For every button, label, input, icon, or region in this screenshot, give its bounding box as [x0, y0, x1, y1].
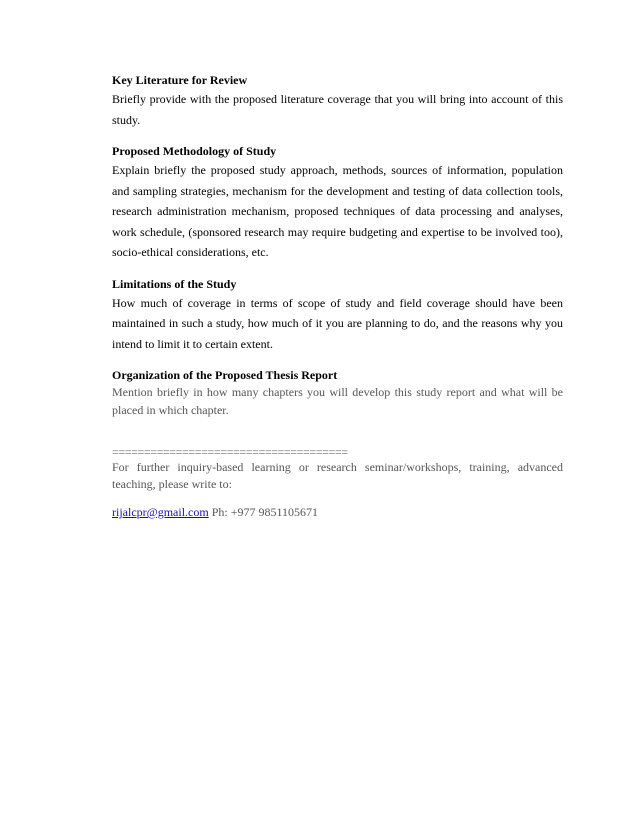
section-body: Briefly provide with the proposed literature coverage that you will bring into account of this study.	[112, 92, 563, 127]
inquiry-text: For further inquiry-based learning or research seminar/workshops, training, advanced teaching, please write to:	[112, 460, 563, 491]
email-link[interactable]: rijalcpr@gmail.com	[112, 505, 209, 519]
contact-line	[112, 504, 563, 521]
section-body: Explain briefly the proposed study approach, methods, sources of information, population and sampling strategies, mechanism for the development and testing of data collection tools, research administration mechanism, proposed techniques of data processing and analyses, work schedule, (sponsored research may require budgeting and expertise to be involved too), socio-ethical considerations, etc.	[112, 163, 563, 259]
section-heading: Proposed Methodology of Study	[112, 144, 277, 158]
section-body: How much of coverage in terms of scope of study and field coverage should have been maintained in such a study, how much of it you are planning to do, and the reasons why you intend to limit it to certain extent.	[112, 295, 563, 351]
section-heading: Limitations of the Study	[112, 276, 237, 291]
page-content	[112, 72, 563, 521]
section-body: Mention briefly in how many chapters you will develop this study report and what will be placed in which chapter.	[112, 385, 563, 417]
section-limitations	[112, 276, 563, 355]
section-organization	[112, 367, 563, 419]
contact-footer	[112, 445, 563, 521]
section-heading: Organization of the Proposed Thesis Report	[112, 368, 338, 382]
section-methodology	[112, 143, 563, 263]
section-heading: Key Literature for Review	[112, 73, 248, 87]
section-key-literature	[112, 72, 563, 130]
phone-number: Ph: +977 9851105671	[211, 505, 319, 519]
footer-divider: =====================================	[112, 445, 348, 459]
